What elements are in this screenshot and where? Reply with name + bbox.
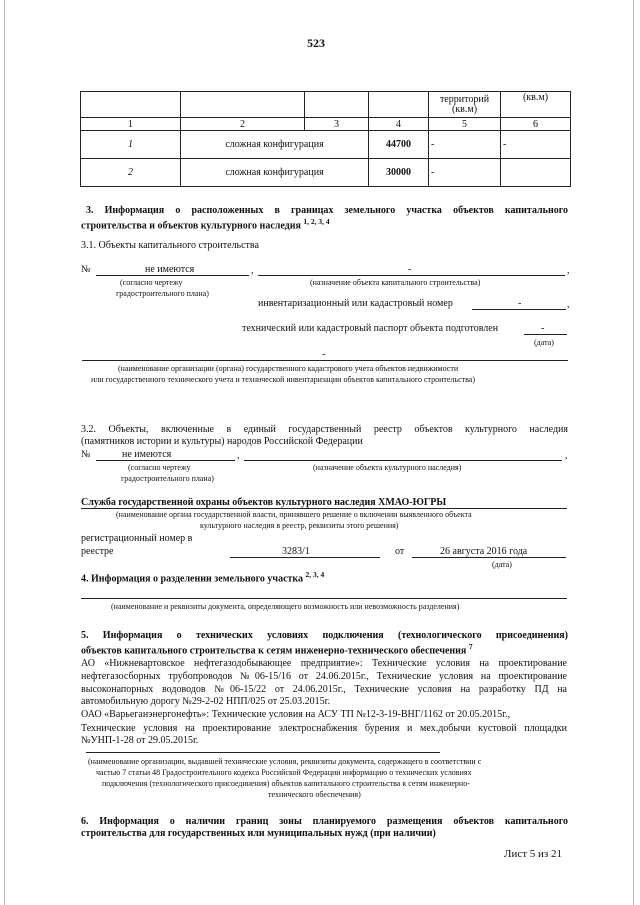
- page-edge-right: [633, 0, 634, 905]
- s3-2-from-label: от: [395, 546, 405, 557]
- s3-1-inventory-comma: ,: [567, 299, 570, 310]
- s3-2-number-line: [96, 460, 235, 461]
- s3-1-passport-line: [524, 334, 567, 335]
- s3-heading-sup: 1, 2, 3, 4: [303, 217, 330, 226]
- s3-2-reg-number: 3283/1: [282, 546, 310, 557]
- s3-1-number-label: №: [81, 264, 91, 275]
- s3-2-reg-date: 26 августа 2016 года: [440, 546, 528, 557]
- table-cell-c6: [501, 159, 571, 187]
- s5-body-line: автомобильную дорогу №29-2-02 НПП/025 от 25.03.2015г.: [81, 696, 331, 707]
- s3-1-passport-date-caption: (дата): [534, 338, 554, 347]
- s3-2-drawing-caption-2: градостроительного плана): [121, 474, 214, 483]
- s3-2-authority: Служба государственной охраны объектов культурного наследия ХМАО-ЮГРЫ: [81, 497, 447, 508]
- table-cell-name: сложная конфигурация: [181, 159, 369, 187]
- s3-1-drawing-caption-2: градостроительного плана): [116, 289, 209, 298]
- s3-2-purpose-caption: (назначение объекта культурного наследия): [313, 463, 462, 472]
- s3-1-drawing-caption-1: (согласно чертежу: [120, 278, 183, 287]
- table-col-number: 2: [181, 118, 305, 131]
- s3-2-authority-line: [81, 508, 567, 509]
- s5-caption-line2: частью 7 статьи 48 Градостроительного кодекса Российской Федерации информацию о технических условиях: [96, 768, 472, 777]
- s3-1-org-line: [82, 360, 568, 361]
- table-cell-c5: -: [429, 159, 501, 187]
- s3-2-reg-date-caption: (дата): [492, 560, 512, 569]
- s3-1-comma: ,: [251, 265, 254, 276]
- s3-1-number-value: не имеются: [145, 264, 195, 275]
- s5-body-line: ОАО «Варьеганэнергонефть»: Технические условия на АСУ ТП №12-3-19-ВНГ/1162 от 20.05.2015г.,: [81, 709, 511, 720]
- s3-2-reg-number-line: [230, 557, 380, 558]
- table-cell-area: 44700: [369, 131, 429, 159]
- table-cell-num: 1: [81, 131, 181, 159]
- s4-heading: 4. Информация о разделении земельного участка: [81, 573, 304, 585]
- s5-body-line: высоконапорных водоводов №06-15/22 от 24.06.2015г., Технические условия на разработку ПД на: [81, 684, 567, 695]
- table-cell-c6: -: [501, 131, 571, 159]
- s4-caption: (наименование и реквизиты документа, определяющего возможность или невозможность разделения): [111, 602, 460, 611]
- s3-1-org-caption-1: (наименование организации (органа) государственного кадастрового учета объектов недвижимости: [118, 364, 459, 373]
- s3-2-reg-date-line: [412, 557, 566, 558]
- page-edge-left: [4, 0, 5, 905]
- table-row: [81, 131, 571, 159]
- s5-body-line: №УНП-1-28 от 29.05.2015г.: [81, 735, 199, 746]
- s3-1-inventory-value: -: [518, 298, 522, 309]
- s6-heading-line1: 6. Информация о наличии границ зоны планируемого размещения объектов капитального: [81, 816, 568, 827]
- s3-2-number-value: не имеются: [122, 449, 172, 460]
- table-header-cell: территорий (кв.м): [429, 92, 501, 118]
- table-header-row: [81, 92, 571, 118]
- s3-1-passport-value: -: [541, 323, 545, 334]
- s3-2-number-label: №: [81, 449, 91, 460]
- s3-1-org-value: -: [322, 349, 326, 360]
- s3-2-comma-end: ,: [565, 450, 568, 461]
- table-cell-area: 30000: [369, 159, 429, 187]
- table-cell-num: 2: [81, 159, 181, 187]
- s4-line: [81, 598, 567, 599]
- s5-caption-line3: подключения (технологического присоединения) объектов капитального строительства к сетям инженерно-: [102, 779, 470, 788]
- s5-heading-sup: 7: [468, 642, 473, 651]
- s5-heading-line1: 5. Информация о технических условиях подключения (технологического присоединения): [81, 630, 568, 641]
- s5-body-line: Технические условия на проектирование электроснабжения бурения и мех.добычи кустовой площадки: [81, 723, 567, 734]
- s6-heading-line2: строительства для государственных или муниципальных нужд (при наличии): [81, 828, 436, 839]
- s3-heading-line2: строительства и объектов культурного наследия: [81, 220, 301, 232]
- s4-heading-sup: 2, 3, 4: [305, 570, 325, 579]
- table-cell-c5: -: [429, 131, 501, 159]
- s5-body-line: нефтегазосборных трубопроводов №06-15/16 от 24.06.2015г., Технические условия на проектирование: [81, 671, 567, 682]
- s3-2-reg-label-1: регистрационный номер в: [81, 533, 193, 544]
- s5-body-line: АО «Нижневартовское нефтегазодобывающее предприятие»: Технические условия на проектирование: [81, 658, 567, 669]
- s3-1-number-line: [96, 275, 249, 276]
- s3-heading-line1: 3. Информация о расположенных в границах земельного участка объектов капитального: [86, 205, 568, 216]
- table-col-number: 4: [369, 118, 429, 131]
- s5-caption-line1: (наименование организации, выдавшей технические условия, реквизиты документа, содержащего в соответствии с: [88, 757, 482, 766]
- s3-2-authority-caption-1: (наименование органа государственной власти, принявшего решение о включении выявленного объекта: [116, 510, 472, 519]
- s3-1-purpose-caption: (назначение объекта капитального строительства): [310, 278, 481, 287]
- table-cell-name: сложная конфигурация: [181, 131, 369, 159]
- table-header-cell: (кв.м): [501, 92, 571, 118]
- s3-1-purpose-value: -: [408, 264, 412, 275]
- s3-1-inventory-label: инвентаризационный или кадастровый номер: [258, 298, 453, 309]
- s3-1-inventory-line: [472, 309, 566, 310]
- s3-1-org-caption-2: или государственного технического учета и технической инвентаризации объектов капитального строительства): [91, 375, 476, 384]
- page-footer: Лист 5 из 21: [504, 848, 563, 860]
- s3-1-comma-end: ,: [567, 265, 570, 276]
- land-plot-table: [80, 91, 571, 187]
- s3-2-drawing-caption-1: (согласно чертежу: [128, 463, 191, 472]
- s5-caption-line: [86, 752, 440, 753]
- s3-1-purpose-line: [258, 275, 565, 276]
- s3-2-title-line1: 3.2. Объекты, включенные в единый государственный реестр объектов культурного наследия: [81, 424, 568, 435]
- s5-heading-line2: объектов капитального строительства к сетям инженерно-технического обеспечения: [81, 645, 467, 657]
- table-col-number: 6: [501, 118, 571, 131]
- s3-2-authority-caption-2: культурного наследия в реестр, реквизиты этого решения): [200, 521, 399, 530]
- table-col-number: 1: [81, 118, 181, 131]
- s3-2-purpose-line: [244, 460, 562, 461]
- table-col-number: 3: [305, 118, 369, 131]
- s3-1-passport-label: технический или кадастровый паспорт объекта подготовлен: [242, 323, 499, 334]
- page-number: 523: [307, 36, 325, 50]
- table-column-numbers-row: [81, 118, 571, 131]
- s3-1-title: 3.1. Объекты капитального строительства: [81, 240, 259, 251]
- s3-2-reg-label-2: реестре: [81, 546, 114, 557]
- table-row: [81, 159, 571, 187]
- s3-2-comma: ,: [237, 450, 240, 461]
- s5-caption-line4: технического обеспечения): [268, 790, 361, 799]
- s3-2-title-line2: (памятников истории и культуры) народов Российской Федерации: [81, 436, 363, 447]
- table-col-number: 5: [429, 118, 501, 131]
